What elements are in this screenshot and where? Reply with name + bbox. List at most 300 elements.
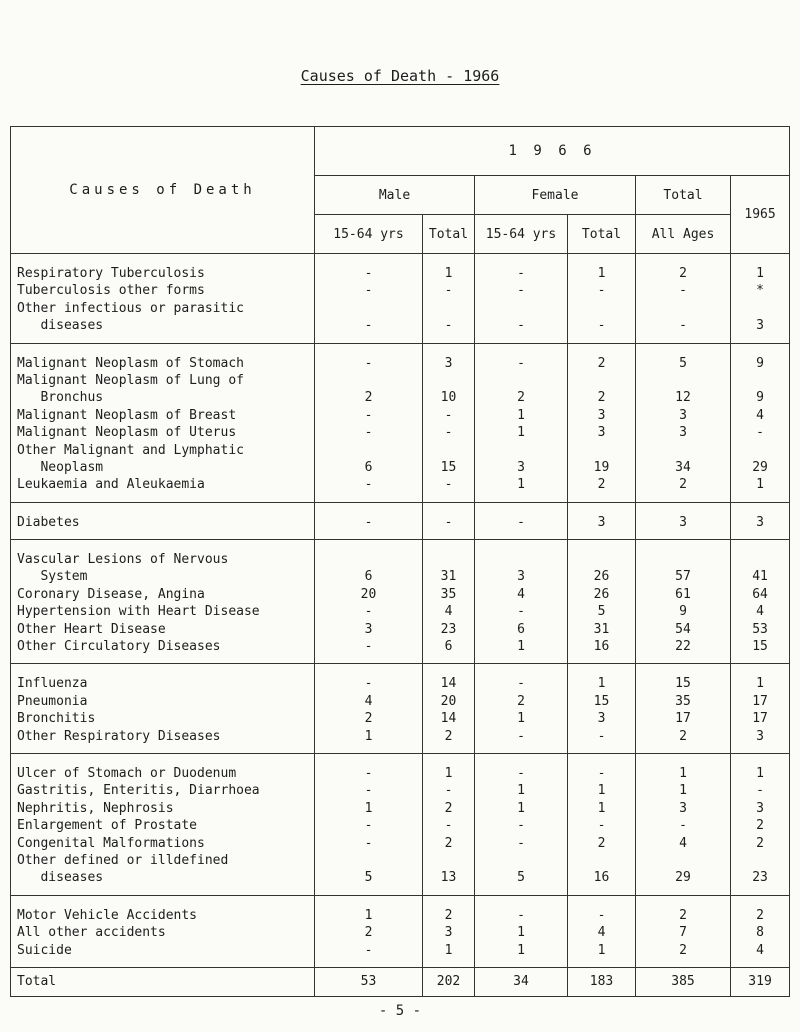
value: 3 — [756, 728, 764, 744]
value-cell — [423, 728, 475, 754]
value-cell — [568, 282, 636, 299]
value-cell — [423, 282, 475, 299]
value-cell — [568, 502, 636, 539]
value-cell — [475, 621, 568, 638]
table-row — [11, 924, 790, 941]
value: - — [679, 318, 687, 334]
table-row — [11, 282, 790, 299]
table-row — [11, 753, 790, 782]
value: 2 — [679, 907, 687, 923]
value: 9 — [679, 604, 687, 620]
value-cell — [315, 728, 423, 754]
value-cell — [475, 753, 568, 782]
value-cell — [568, 710, 636, 727]
table-row — [11, 693, 790, 710]
total-value: 319 — [731, 967, 790, 996]
cause-label — [11, 282, 315, 299]
value-cell — [568, 817, 636, 834]
value: 1 — [597, 783, 606, 799]
value: - — [364, 266, 373, 281]
value-cell — [315, 693, 423, 710]
value-cell — [315, 782, 423, 799]
value: 6 — [444, 639, 453, 655]
cause-label — [11, 343, 315, 372]
value-cell — [636, 442, 731, 477]
value: - — [444, 407, 453, 423]
cause-label-line: Suicide — [17, 942, 72, 958]
table-row — [11, 638, 790, 664]
cause-label — [11, 442, 315, 477]
value: 20 — [360, 586, 377, 602]
cause-label-line: Other Heart Disease — [17, 621, 166, 637]
value-cell — [636, 664, 731, 693]
value-cell — [423, 753, 475, 782]
value-cell — [423, 300, 475, 343]
value-cell — [315, 586, 423, 603]
cause-label-line: Ulcer of Stomach or Duodenum — [17, 765, 237, 781]
value: 7 — [679, 925, 687, 941]
value-cell — [568, 300, 636, 343]
value: - — [679, 818, 687, 834]
total-value: 34 — [475, 967, 568, 996]
value-cell — [636, 638, 731, 664]
table-row — [11, 372, 790, 407]
value: 16 — [593, 639, 610, 655]
value: 1 — [517, 942, 525, 958]
total-label: Total — [11, 967, 315, 996]
value: 54 — [675, 621, 691, 637]
value: - — [517, 765, 525, 781]
value-cell — [636, 835, 731, 852]
value: - — [517, 355, 525, 371]
value: - — [517, 514, 525, 530]
value-cell — [731, 540, 790, 586]
value-cell — [423, 852, 475, 895]
value: 3 — [444, 925, 453, 941]
value-cell — [731, 782, 790, 799]
value-cell — [423, 407, 475, 424]
cause-label — [11, 254, 315, 283]
value: 29 — [675, 870, 691, 886]
value-cell — [568, 728, 636, 754]
value: - — [597, 318, 606, 334]
value-cell — [636, 407, 731, 424]
value-cell — [568, 693, 636, 710]
value-cell — [636, 586, 731, 603]
value-cell — [475, 693, 568, 710]
header-year: 1 9 6 6 — [315, 127, 790, 176]
value-cell — [636, 895, 731, 924]
value-cell — [568, 476, 636, 502]
value: 1 — [756, 266, 764, 281]
value: 2 — [597, 355, 606, 371]
value: 15 — [675, 676, 691, 692]
value: 3 — [517, 459, 525, 475]
value: 1 — [597, 942, 606, 958]
table-row — [11, 586, 790, 603]
cause-label-line: Malignant Neoplasm of Uterus — [17, 425, 237, 441]
cause-label — [11, 664, 315, 693]
cause-label-line: Diabetes — [17, 514, 80, 530]
value: 16 — [593, 870, 610, 886]
cause-label-line: Coronary Disease, Angina — [17, 586, 205, 602]
value: 22 — [675, 639, 691, 655]
value-cell — [568, 372, 636, 407]
value: 1 — [444, 765, 453, 781]
value: 23 — [440, 621, 457, 637]
cause-label-line: Other Respiratory Diseases — [17, 728, 221, 744]
value: 2 — [597, 835, 606, 851]
value-cell — [731, 282, 790, 299]
value: - — [364, 604, 373, 620]
value-cell — [731, 852, 790, 895]
value: 2 — [679, 266, 687, 281]
value: 14 — [440, 676, 457, 692]
value-cell — [315, 343, 423, 372]
total-value: 53 — [315, 967, 423, 996]
value-cell — [423, 476, 475, 502]
value: 3 — [444, 355, 453, 371]
value: 2 — [517, 693, 525, 709]
value-cell — [423, 638, 475, 664]
value-cell — [731, 664, 790, 693]
value: 1 — [364, 907, 373, 923]
value-cell — [731, 800, 790, 817]
value-cell — [475, 664, 568, 693]
value-cell — [636, 621, 731, 638]
value: 12 — [675, 390, 691, 406]
value-cell — [475, 942, 568, 968]
value: 3 — [756, 800, 764, 816]
value: 3 — [679, 800, 687, 816]
value: 3 — [756, 514, 764, 530]
value: 2 — [597, 390, 606, 406]
value-cell — [475, 782, 568, 799]
value-cell — [423, 372, 475, 407]
value-cell — [315, 924, 423, 941]
cause-label-line: Other infectious or parasitic — [17, 300, 244, 316]
value: 4 — [679, 835, 687, 851]
header-total: Total — [636, 176, 731, 215]
cause-label-line: Bronchitis — [17, 711, 96, 727]
value: - — [597, 818, 606, 834]
value-cell — [475, 817, 568, 834]
value: 9 — [756, 390, 764, 406]
value: - — [364, 835, 373, 851]
value-cell — [315, 817, 423, 834]
value-cell — [636, 343, 731, 372]
value: 26 — [593, 586, 610, 602]
cause-label — [11, 728, 315, 754]
value-cell — [423, 540, 475, 586]
value-cell — [423, 942, 475, 968]
total-row — [11, 967, 790, 996]
table-row — [11, 817, 790, 834]
value-cell — [568, 343, 636, 372]
cause-label — [11, 852, 315, 895]
value-cell — [315, 664, 423, 693]
value-cell — [636, 372, 731, 407]
value: 4 — [517, 586, 525, 602]
value: 3 — [597, 425, 606, 441]
value-cell — [423, 424, 475, 441]
cause-label — [11, 424, 315, 441]
cause-label-line: Other Circulatory Diseases — [17, 639, 221, 655]
value: - — [517, 604, 525, 620]
cause-label — [11, 407, 315, 424]
value: - — [597, 728, 606, 744]
value-cell — [731, 638, 790, 664]
value: 3 — [597, 407, 606, 423]
value: - — [444, 425, 453, 441]
value-cell — [731, 300, 790, 343]
value: 1 — [517, 639, 525, 655]
cause-label — [11, 835, 315, 852]
value: 1 — [597, 676, 606, 692]
total-value: 202 — [423, 967, 475, 996]
value: - — [756, 783, 764, 799]
header-male-15-64: 15-64 yrs — [315, 215, 423, 254]
value: 57 — [675, 569, 691, 585]
table-row — [11, 424, 790, 441]
table-row — [11, 540, 790, 586]
value: 2 — [756, 907, 764, 923]
value-cell — [568, 924, 636, 941]
header-female-total: Total — [568, 215, 636, 254]
value: 17 — [752, 693, 768, 709]
value: 17 — [752, 711, 768, 727]
cause-label-line: Other Malignant and Lymphatic — [17, 442, 244, 458]
value: 20 — [440, 693, 457, 709]
table-row — [11, 407, 790, 424]
value: - — [364, 639, 373, 655]
value: 19 — [593, 459, 610, 475]
cause-label — [11, 817, 315, 834]
table-row — [11, 800, 790, 817]
value-cell — [568, 621, 636, 638]
value: 1 — [364, 728, 373, 744]
value-cell — [315, 540, 423, 586]
value: 35 — [440, 586, 457, 602]
cause-label-line: Vascular Lesions of Nervous — [17, 552, 229, 568]
value-cell — [423, 924, 475, 941]
value: - — [597, 907, 606, 923]
cause-label — [11, 782, 315, 799]
value: 3 — [756, 318, 764, 334]
value: - — [517, 318, 525, 334]
value-cell — [475, 502, 568, 539]
table-row — [11, 300, 790, 343]
value: - — [756, 425, 764, 441]
header-female-15-64: 15-64 yrs — [475, 215, 568, 254]
value-cell — [315, 476, 423, 502]
total-value: 183 — [568, 967, 636, 996]
value: 10 — [440, 390, 457, 406]
value: 2 — [444, 800, 453, 816]
value-cell — [636, 693, 731, 710]
value-cell — [315, 895, 423, 924]
value: 5 — [364, 870, 373, 886]
value: 17 — [675, 711, 691, 727]
value-cell — [475, 895, 568, 924]
value: 3 — [679, 514, 687, 530]
value-cell — [731, 942, 790, 968]
value-cell — [568, 895, 636, 924]
value: - — [364, 355, 373, 371]
causes-of-death-table — [10, 126, 790, 997]
table-row — [11, 782, 790, 799]
value-cell — [315, 942, 423, 968]
value: 2 — [679, 477, 687, 493]
cause-label-line: Malignant Neoplasm of Lung of — [17, 372, 244, 388]
value-cell — [315, 621, 423, 638]
value: 1 — [517, 711, 525, 727]
value-cell — [423, 895, 475, 924]
value-cell — [423, 817, 475, 834]
value-cell — [423, 835, 475, 852]
cause-label — [11, 753, 315, 782]
value-cell — [568, 254, 636, 283]
value: - — [597, 283, 606, 299]
value-cell — [636, 782, 731, 799]
value-cell — [475, 710, 568, 727]
value: 53 — [752, 621, 768, 637]
value-cell — [568, 407, 636, 424]
cause-label-line: Other defined or illdefined — [17, 852, 229, 868]
cause-label — [11, 693, 315, 710]
table-row — [11, 343, 790, 372]
value-cell — [636, 800, 731, 817]
value: 31 — [593, 621, 610, 637]
value-cell — [731, 254, 790, 283]
cause-label — [11, 502, 315, 539]
value: 1 — [517, 800, 525, 816]
value: - — [517, 283, 525, 299]
value: 2 — [444, 907, 453, 923]
value: 2 — [364, 711, 373, 727]
value: 14 — [440, 711, 457, 727]
cause-label-line: Gastritis, Enteritis, Diarrhoea — [17, 783, 260, 799]
value-cell — [423, 502, 475, 539]
value-cell — [475, 924, 568, 941]
value-cell — [475, 638, 568, 664]
table-row — [11, 621, 790, 638]
value: 23 — [752, 870, 768, 886]
value: - — [364, 676, 373, 692]
value-cell — [568, 586, 636, 603]
cause-label — [11, 476, 315, 502]
cause-label-line: Motor Vehicle Accidents — [17, 907, 198, 923]
cause-label — [11, 638, 315, 664]
value-cell — [568, 638, 636, 664]
value: 2 — [444, 835, 453, 851]
value: - — [517, 835, 525, 851]
value-cell — [475, 603, 568, 620]
value-cell — [731, 693, 790, 710]
table-row — [11, 502, 790, 539]
value-cell — [475, 800, 568, 817]
value-cell — [423, 800, 475, 817]
value-cell — [731, 442, 790, 477]
value-cell — [636, 942, 731, 968]
value: 4 — [597, 925, 606, 941]
value-cell — [315, 407, 423, 424]
value-cell — [475, 852, 568, 895]
total-value: 385 — [636, 967, 731, 996]
value: 8 — [756, 925, 764, 941]
value-cell — [315, 282, 423, 299]
cause-label-line: Malignant Neoplasm of Stomach — [17, 355, 244, 371]
value: 4 — [756, 942, 764, 958]
value-cell — [731, 476, 790, 502]
header-all-ages: All Ages — [636, 215, 731, 254]
cause-label-line: Malignant Neoplasm of Breast — [17, 407, 237, 423]
value-cell — [315, 502, 423, 539]
value-cell — [636, 817, 731, 834]
cause-label — [11, 603, 315, 620]
value-cell — [636, 603, 731, 620]
value-cell — [475, 424, 568, 441]
value: - — [364, 818, 373, 834]
value-cell — [315, 800, 423, 817]
table-row — [11, 710, 790, 727]
value: 15 — [593, 693, 610, 709]
value-cell — [475, 343, 568, 372]
value-cell — [731, 895, 790, 924]
value-cell — [731, 343, 790, 372]
value: 5 — [597, 604, 606, 620]
value: 6 — [517, 621, 525, 637]
cause-label-line: Respiratory Tuberculosis — [17, 266, 205, 281]
value: 5 — [517, 870, 525, 886]
header-prev-year: 1965 — [731, 176, 790, 254]
value-cell — [315, 753, 423, 782]
value: - — [597, 765, 606, 781]
value-cell — [315, 254, 423, 283]
value-cell — [475, 407, 568, 424]
cause-label-line: Hypertension with Heart Disease — [17, 604, 260, 620]
value: 2 — [679, 942, 687, 958]
value: 2 — [444, 728, 453, 744]
table-row — [11, 254, 790, 283]
value-cell — [636, 540, 731, 586]
page-number: - 5 - — [378, 1003, 422, 1019]
value: 1 — [517, 425, 525, 441]
value: - — [517, 266, 525, 281]
value: - — [364, 942, 373, 958]
cause-label — [11, 586, 315, 603]
value-cell — [475, 540, 568, 586]
value: 1 — [679, 765, 687, 781]
value: 1 — [597, 800, 606, 816]
value-cell — [636, 300, 731, 343]
table-row — [11, 442, 790, 477]
value: 1 — [597, 266, 606, 281]
value: - — [444, 283, 453, 299]
cause-label-line: Tuberculosis other forms — [17, 283, 205, 299]
value-cell — [731, 603, 790, 620]
header-female: Female — [475, 176, 636, 215]
value-cell — [636, 254, 731, 283]
value-cell — [568, 664, 636, 693]
value-cell — [423, 603, 475, 620]
value: 26 — [593, 569, 610, 585]
value-cell — [636, 852, 731, 895]
value-cell — [568, 852, 636, 895]
value: 2 — [597, 477, 606, 493]
header-male-total: Total — [423, 215, 475, 254]
value-cell — [568, 942, 636, 968]
